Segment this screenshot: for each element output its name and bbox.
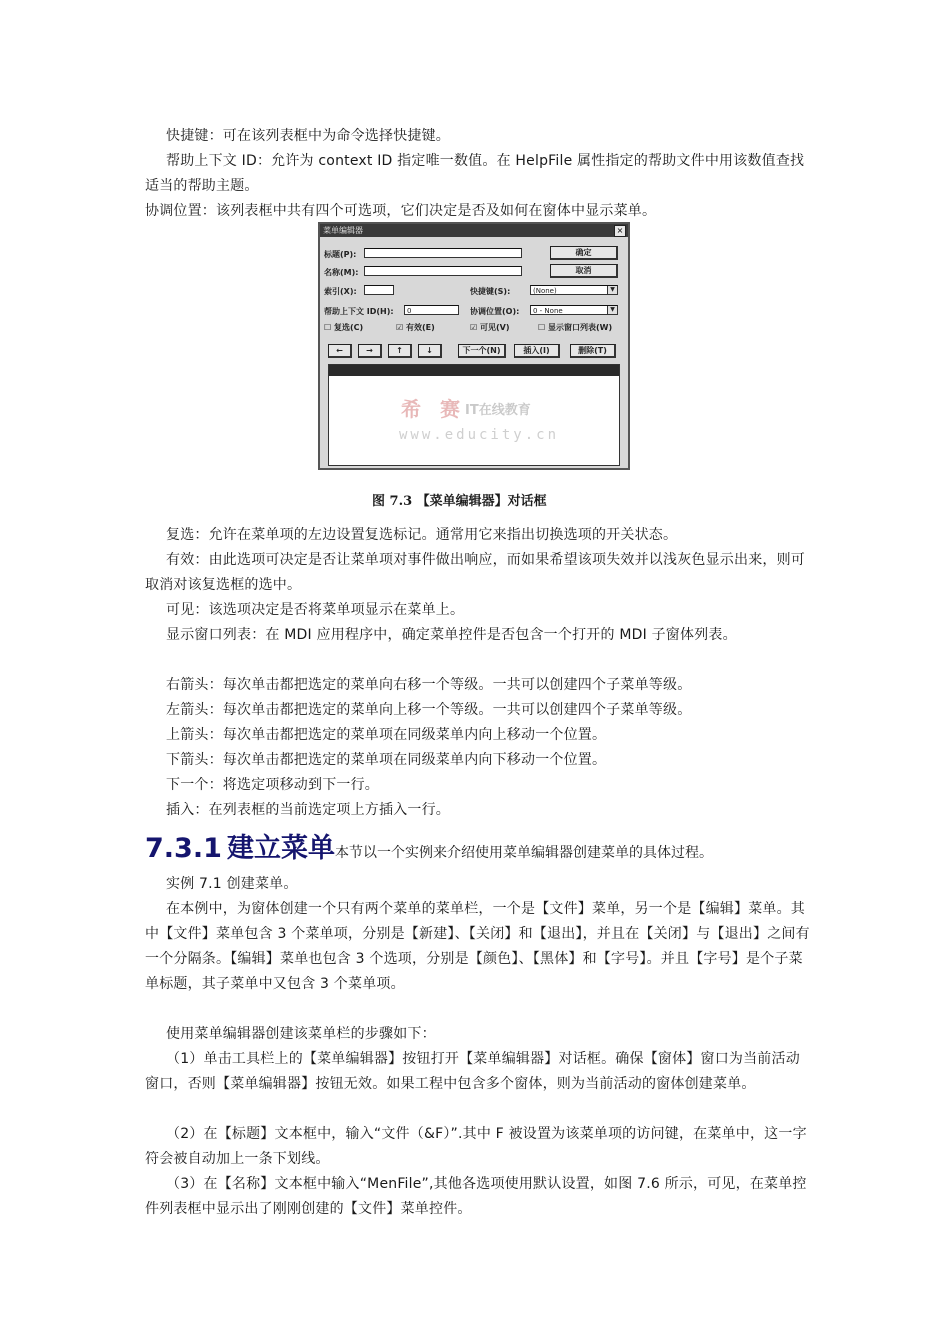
section-intro: 本节以一个实例来介绍使用菜单编辑器创建菜单的具体过程。 — [334, 845, 713, 861]
checked-checkbox[interactable]: ☐ 复选(C) — [324, 323, 364, 332]
paragraph-step-1: （1）单击工具栏上的【菜单编辑器】按钮打开【菜单编辑器】对话框。确保【窗体】窗口为当前活动窗口，否则【菜单编辑器】按钮无效。如果工程中包含多个窗体，则为当前活动的窗体创建菜单。 — [145, 1051, 800, 1092]
arrow-right-button[interactable]: → — [358, 344, 382, 358]
menu-editor-dialog-figure — [318, 222, 630, 470]
shortcut-value: (None) — [533, 287, 557, 295]
section-number: 7.3.1 — [145, 833, 222, 864]
watermark-subtext: IT在线教育 — [465, 403, 531, 418]
insert-button[interactable]: 插入(I) — [514, 344, 560, 358]
chevron-down-icon[interactable]: ▼ — [607, 306, 617, 314]
paragraph-help-context-id: 帮助上下文 ID：允许为 context ID 指定唯一数值。在 HelpFile 属性指定的帮助文件中用该数值查找适当的帮助主题。 — [145, 153, 805, 194]
paragraph-example-title: 实例 7.1 创建菜单。 — [166, 876, 298, 892]
name-field[interactable] — [364, 266, 522, 276]
next-button[interactable]: 下一个(N) — [458, 344, 506, 358]
enabled-checkbox[interactable]: ☑ 有效(E) — [396, 323, 435, 332]
visible-checkbox[interactable]: ☑ 可见(V) — [470, 323, 510, 332]
paragraph-example-body: 在本例中，为窗体创建一个只有两个菜单的菜单栏，一个是【文件】菜单，另一个是【编辑】菜单。其中【文件】菜单包含 3 个菜单项，分别是【新建】、【关闭】和【退出】，并且在【关闭】与【退出】之间有一个分隔条。【编辑】菜单也包含 3 个选项，分别是【颜色】、【黑体】和【字号】。并且【字号】是个子菜单标题，其子菜单中又包含 3 个菜单项。 — [145, 901, 810, 992]
arrow-down-button[interactable]: ↓ — [418, 344, 442, 358]
paragraph-step-3: （3）在【名称】文本框中输入“MenFile”,其他各选项使用默认设置，如图 7.6 所示，可见，在菜单控件列表框中显示出了刚刚创建的【文件】菜单控件。 — [145, 1176, 807, 1217]
enabled-checkbox-label: 有效(E) — [405, 323, 435, 332]
watermark-text: 希 赛 — [401, 397, 466, 421]
index-field[interactable] — [364, 285, 394, 295]
paragraph-right-arrow: 右箭头：每次单击都把选定的菜单向右移一个等级。一共可以创建四个子菜单等级。 — [166, 677, 692, 693]
cancel-button[interactable]: 取消 — [550, 264, 618, 278]
close-icon[interactable]: × — [614, 225, 626, 237]
caption-label: 标题(P): — [324, 250, 357, 259]
paragraph-step-2: （2）在【标题】文本框中，输入“文件（&F）”.其中 F 被设置为该菜单项的访问键，在菜单中，这一字符会被自动加上一条下划线。 — [145, 1126, 807, 1167]
paragraph-next: 下一个：将选定项移动到下一行。 — [166, 777, 379, 793]
paragraph-steps-intro: 使用菜单编辑器创建该菜单栏的步骤如下： — [166, 1026, 436, 1042]
paragraph-up-arrow: 上箭头：每次单击都把选定的菜单项在同级菜单内向上移动一个位置。 — [166, 727, 607, 743]
paragraph-checked: 复选：允许在菜单项的左边设置复选标记。通常用它来指出切换选项的开关状态。 — [166, 527, 678, 543]
figure-caption: 图 7.3 【菜单编辑器】对话框 — [372, 494, 547, 509]
negotiate-position-label: 协调位置(O): — [470, 307, 520, 316]
help-context-id-field[interactable]: 0 — [404, 305, 459, 315]
arrow-left-button[interactable]: ← — [328, 344, 352, 358]
negotiate-position-dropdown[interactable] — [530, 305, 618, 315]
arrow-up-button[interactable]: ↑ — [388, 344, 412, 358]
paragraph-negotiate-position: 协调位置：该列表框中共有四个可选项，它们决定是否及如何在窗体中显示菜单。 — [145, 203, 657, 219]
visible-checkbox-label: 可见(V) — [479, 323, 510, 332]
caption-field[interactable] — [364, 248, 522, 258]
dialog-title: 菜单编辑器 — [323, 226, 363, 235]
dialog-title-bar — [320, 224, 628, 237]
negotiate-position-value: 0 - None — [533, 307, 563, 315]
help-context-id-label: 帮助上下文 ID(H): — [324, 307, 394, 316]
paragraph-visible: 可见：该选项决定是否将菜单项显示在菜单上。 — [166, 602, 465, 618]
ok-button[interactable]: 确定 — [550, 246, 618, 260]
name-label: 名称(M): — [324, 268, 359, 277]
menu-control-listbox[interactable] — [328, 364, 620, 466]
paragraph-shortcut: 快捷键：可在该列表框中为命令选择快捷键。 — [166, 128, 450, 144]
window-list-checkbox-label: 显示窗口列表(W) — [547, 323, 613, 332]
shortcut-label: 快捷键(S): — [470, 287, 511, 296]
window-list-checkbox[interactable]: ☐ 显示窗口列表(W) — [538, 323, 613, 332]
section-title: 建立菜单 — [226, 833, 335, 864]
shortcut-dropdown[interactable] — [530, 285, 618, 295]
paragraph-down-arrow: 下箭头：每次单击都把选定的菜单项在同级菜单内向下移动一个位置。 — [166, 752, 607, 768]
section-heading — [145, 826, 713, 865]
paragraph-left-arrow: 左箭头：每次单击都把选定的菜单向上移一个等级。一共可以创建四个子菜单等级。 — [166, 702, 692, 718]
checked-checkbox-label: 复选(C) — [333, 323, 364, 332]
selected-list-row[interactable] — [329, 365, 619, 376]
watermark-url: www.educity.cn — [399, 427, 560, 443]
paragraph-enabled: 有效：由此选项可决定是否让菜单项对事件做出响应，而如果希望该项失效并以浅灰色显示出来，则可取消对该复选框的选中。 — [145, 552, 805, 593]
index-label: 索引(X): — [324, 287, 357, 296]
delete-button[interactable]: 删除(T) — [570, 344, 616, 358]
paragraph-window-list: 显示窗口列表：在 MDI 应用程序中，确定菜单控件是否包含一个打开的 MDI 子窗体列表。 — [166, 627, 737, 643]
paragraph-insert: 插入：在列表框的当前选定项上方插入一行。 — [166, 802, 450, 818]
chevron-down-icon[interactable]: ▼ — [607, 286, 617, 294]
